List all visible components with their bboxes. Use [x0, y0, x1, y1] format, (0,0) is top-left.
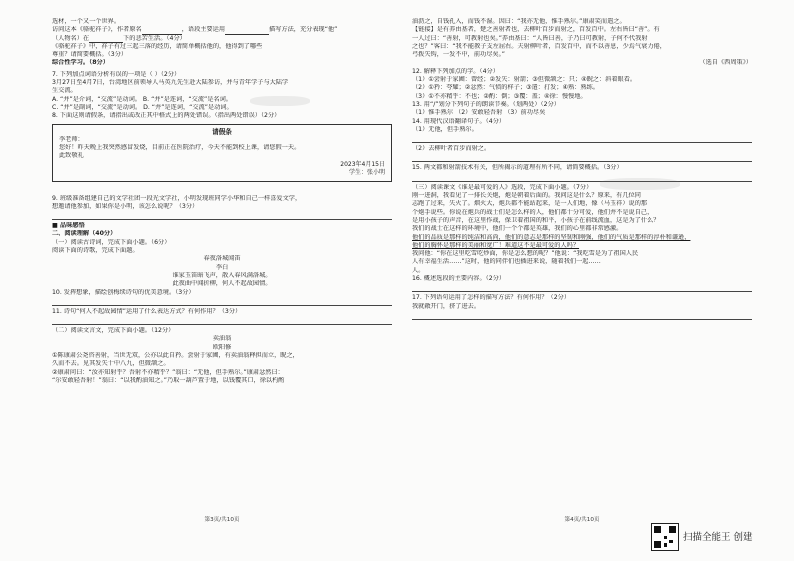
question-15: 15. 两文都和射箭技术有关，但所揭示的道理有所不同，请简要概括。（3分） — [412, 164, 623, 172]
note-body: 此致敬礼 — [59, 152, 84, 160]
passage-text: 我们的战士在这样的环境中，他们一个个都是英雄，我们的心里都非常感激。 — [412, 225, 623, 233]
page-number-right: 第4页/共10页 — [564, 516, 600, 523]
sub-heading: （一）阅读古诗词，完成下面小题。（6分） — [52, 238, 171, 246]
section-heading: 综合性学习。（8分） — [52, 59, 109, 67]
question-9-line2: 想邀请他参加，如果你是小明，该怎么说呢？（3分） — [52, 202, 199, 210]
note-salutation: 李老师： — [59, 135, 84, 143]
question-13: 13. 用“/”划分下列句子的朗读节奏。（划两处）（2分） — [412, 100, 560, 108]
question-12-line: （1）①尝射于家圃：曾经；②发矢：射箭；③但微颔之：只；④睨之：斜着眼看。 — [412, 76, 637, 84]
passage-text: 志跑了过来，失火了。烟火大，炮兵都不能站起来，是一人们地，像（马玉祥）说的那 — [412, 200, 648, 208]
question-12: 12. 解释下列加点的字。（4分） — [412, 67, 499, 75]
essay-text: 油沥之，自钱孔入，而钱不湿。因曰：“我亦无他，惟手熟尔。”康肃笑而遣之。 — [412, 18, 626, 25]
question-6-line4: 尊重？请简要概括。（3分） — [52, 51, 128, 59]
part-heading: ■ 品味感悟 — [52, 222, 85, 230]
question-6-line2: （人物名）在 下的悲苦生活。（4分） — [52, 34, 186, 42]
left-page — [52, 18, 392, 538]
note-signature: 学生：张小明 — [348, 169, 385, 177]
poem-author: 李白 — [215, 263, 229, 271]
question-14-item1: （1）无他，但手熟尔。 — [412, 125, 478, 133]
passage-text: 人有幸福生活……”这时，他的同伴们也插进来说，随着我们一起…… — [412, 258, 601, 266]
question-7-passage: 3月27日至4月7日，台湾地区前领导人马英九先生赴大陆参访，并与青年学子与大陆学 — [52, 79, 289, 87]
passage-text: 我问他：“你在这里吃雪吃炒面，你是怎么想的呢？”他说：“我吃雪是为了祖国人民 — [412, 250, 639, 258]
option-a-b: A. “并”是介词，“交流”是动词。 B. “并”是连词，“交流”是名词。 — [52, 95, 232, 103]
passage-text: 是用小孩子的声音，在这里作战，保卫着祖国的和平，小孩子在前线流血，这是为了什么？ — [412, 216, 660, 224]
scan-smudge — [250, 96, 310, 106]
note-title: 请假条 — [212, 127, 232, 136]
question-8: 8. 下面这则请假条，请指出或改正其中格式上的两处错误。（指出两处错误）（2分） — [52, 112, 281, 120]
passage-text: 个炮手说些。你说在炮兵的战士们是怎么样的人，他们都十分可爱，他们并不是说自己， — [412, 208, 654, 216]
essay-title: 卖油翁 — [212, 335, 232, 343]
question-12-line: （2）①矜：夸耀；②忿然：气愤的样子；③遣：打发；④熟：熟练。 — [412, 84, 599, 92]
note-body: 您好！昨天晚上我突然感冒发烧，目前正在医院治疗，今天不能到校上课，请您假一天。 — [59, 144, 301, 152]
leave-note-box — [52, 124, 392, 182]
reading-heading: 二、阅读理解（40分） — [52, 230, 117, 238]
question-17: 17. 下列语句运用了怎样的描写方法？有何作用？（2分） — [412, 294, 571, 302]
sub-heading: （二）阅读文言文，完成下面小题。（12分） — [52, 327, 175, 335]
question-6-intro: 访问这本《骆驼祥子》，作者原名 ，语段主要运用 描写方法，充分表现“他” — [52, 26, 338, 34]
source-note: （选自《西周策》） — [699, 59, 752, 67]
poem-line: 谁家玉笛暗飞声，散入春风满洛城。 — [172, 271, 272, 279]
note-date: 2023年4月15日 — [340, 160, 385, 168]
question-11: 11. 诗句“何人不起故园情”运用了什么表达方式？有何作用？（3分） — [52, 307, 242, 315]
essay-text: 一人过曰：“善射，可教射也矣。”养由基曰：“人皆曰善，子乃曰可教射，子何不代我射 — [412, 34, 648, 42]
essay-author: 欧阳修 — [212, 343, 232, 351]
essay-text: “尔安敢轻吾射！”翁曰：“以我酌油知之。”乃取一葫芦置于地，以钱覆其口，徐以杓酌 — [52, 376, 285, 384]
essay-text: 久而不去。见其发矢十中八九，但微颔之。 — [52, 360, 170, 368]
instruction: 阅读下面的诗歌，完成下面题。 — [52, 247, 139, 255]
essay-text: ①陈康肃公尧咨善射，当世无双，公亦以此自矜。尝射于家圃，有卖油翁释担而立，睨之， — [52, 352, 299, 360]
passage-text: 人。 — [412, 266, 425, 274]
question-7: 7. 下列加点词语分析有误的一项是（ ）（2分） — [52, 70, 181, 78]
qr-code-icon — [651, 523, 679, 551]
question-12-line: （3）①不亦精乎：不也；②酌：倒；③覆：盖；④徐：慢慢地。 — [412, 92, 587, 100]
question-10: 10. 发挥想象，描绘创梅续诗句的优美意境。（3分） — [52, 288, 195, 296]
passage-text: 他们的胸怀是那样的美丽和宽广！难道这不是最可爱的人吗？ — [412, 241, 580, 249]
question-16: 16. 概述选段的主要内容。（2分） — [412, 275, 506, 283]
passage-text: 刚一进洞，我看见了一排长关炮，炮是朝着后面的。我问这是什么？原来，有几位同 — [412, 192, 641, 200]
essay-text: 弓拨矢钩，一发不中，前功尽矣。” — [412, 51, 505, 59]
essay-text: ②康肃问曰：“汝亦知射乎？吾射不亦精乎？”翁曰：“无他，但手熟尔。”康肃忿然曰： — [52, 368, 284, 376]
text-line: 选材，一个又一个世界。 — [52, 18, 121, 25]
poem-title: 春夜洛城闻笛 — [203, 255, 241, 263]
poem-line: 此夜曲中闻折柳，何人不起故园情。 — [172, 280, 272, 288]
passage-text: 他们的品质是那样的纯洁和高尚，他们的意志是那样的坚韧和刚强，他们的气质是那样的淳朴和谦逊， — [412, 233, 691, 241]
question-13-items: （1）惟手熟尔 （2）安敢轻吾射 （3）前功尽矣 — [412, 109, 546, 117]
scan-smudge — [600, 178, 680, 190]
question-9: 9. 班级准备组建自己的文学社团一段光文学社，小明发现班同学小华和自己一样喜爱文学， — [52, 194, 302, 202]
right-page — [412, 18, 752, 538]
page-number-left: 第3页/共10页 — [204, 516, 240, 523]
question-6-line3: 《骆驼祥子》中，祥子有过三起三落的经历，请简单概括他的，他得到了哪些 — [52, 42, 263, 50]
sub-heading: （三）阅读课文《谁是最可爱的人》选段，完成下面小题。（7分） — [412, 183, 593, 191]
question-14: 14. 用现代汉语翻译句子。（4分） — [412, 117, 506, 125]
option-c-d: C. “并”是副词，“交流”是动词。 D. “并”是连词，“交流”是动词。 — [52, 103, 233, 111]
scanner-watermark: 扫描全能王 创建 — [683, 532, 753, 543]
essay-text: 之也？”客曰：“我不能教子支左屈右。夫射柳叶者，百发百中，而不以善息，少焉气衰力倦， — [412, 42, 666, 50]
question-14-item2: （2）去柳叶者百步而射之。 — [412, 145, 491, 153]
question-7-passage: 生交流。 — [52, 87, 77, 95]
essay-text: 【链接】是有养由基者，楚之善射者也，去柳叶百步而射之，百发百中。左右皆曰“善”。有 — [412, 26, 660, 34]
answer-text: 我就敞开门，挤了进去。 — [412, 302, 481, 310]
